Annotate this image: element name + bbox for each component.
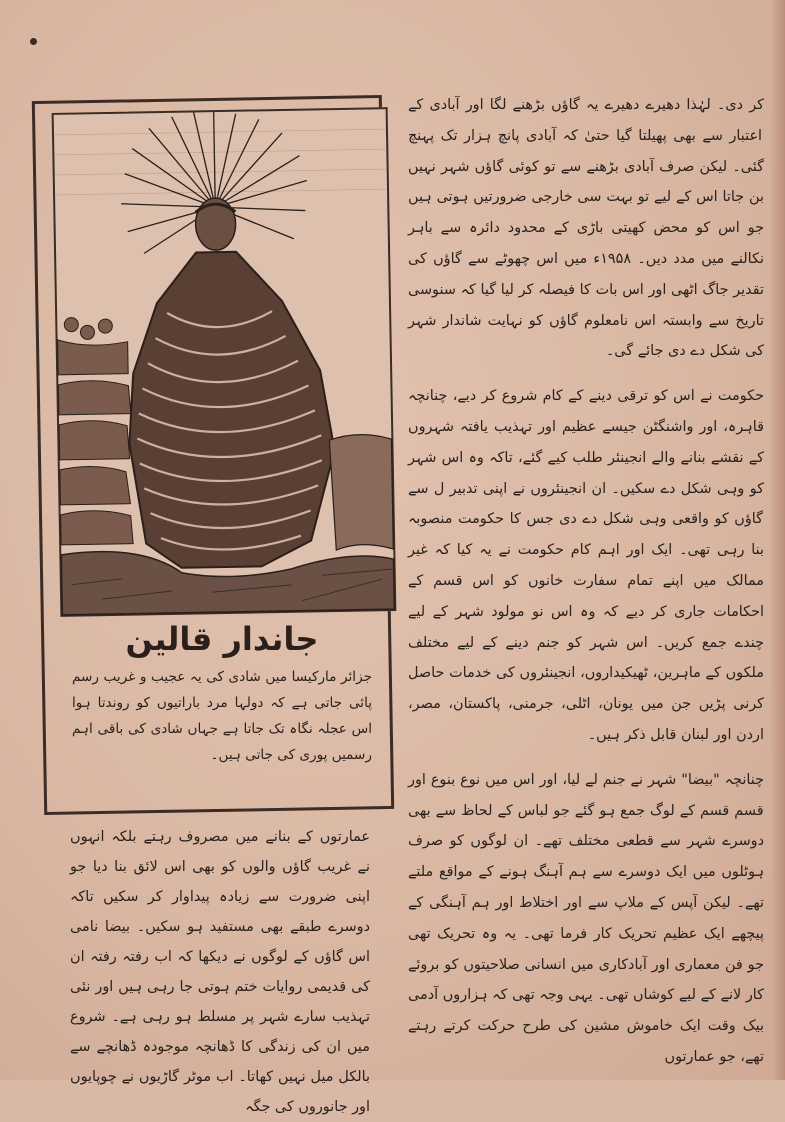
text-line: شہر کو جنم دینے کے لیے مختلف ملکوں کے ماہرین، ٹھیکیداروں، (408, 634, 764, 682)
text-line: اٹلی، جرمنی، پاکستان، مصر، اردن اور لبنان قابل ذکر ہیں۔ (408, 696, 764, 743)
text-line: اس نامعلوم گاؤں کو نہایت شاندار شہر کی شکل دے دی (408, 312, 764, 360)
caption-title: جاندار قالین (125, 620, 319, 658)
text-line: کر دیے کہ وہ اس نو مولود شہر کے لیے چندے جمع کریں۔ اس (408, 603, 764, 651)
paragraph (408, 90, 764, 367)
text-line: بنوع اور قسم قسم کے لوگ جمع ہو گئے جو لباس کے لحاظ سے بھی (408, 771, 764, 819)
text-line: دوسرے شہر سے قطعی مختلف تھے۔ ان لوگوں کو صرف ہوٹلوں (408, 833, 764, 881)
illustration-figure (52, 107, 397, 617)
text-line: ایک خاموش مشین کی طرح حرکت کرتے رہتے تھے، جو عمارتوں (408, 1018, 764, 1065)
text-line: لیکن آپس کے ملاپ سے اور اختلاط اور ہم آہنگی کے پیچھے (408, 894, 765, 942)
text-line: کو محض کھیتی باڑی کے محدود دائرہ سے باہر نکالنے میں مدد دیں۔ (408, 220, 764, 267)
text-line: چنانچہ قاہرہ، اور واشنگٹن جیسے عظیم اور تہذیب یافتہ (408, 388, 764, 435)
text-line: اس شہر کو وہی شکل دے سکیں۔ ان انجینئروں نے اپنی تدبیر ل (408, 449, 764, 497)
text-line: کھاتا۔ اب موٹر گاڑیوں نے چوپایوں اور جانوروں کی جگہ (70, 1069, 370, 1115)
text-line: چنانچہ "بیضا" شہر نے جنم لے لیا، اور اس میں نوع (455, 771, 764, 788)
text-line: حکومت نے اس کو ترقی دینے کے کام شروع کر دیے، (447, 388, 764, 405)
text-line: گاؤں والوں کو بھی اس لائق بنا دیا جو اپنی ضرورت سے (70, 859, 370, 905)
crowd-left (57, 317, 133, 545)
text-line: اور آبادکاری میں انسانی صلاحیتوں کو بروئے کار لانے (408, 956, 765, 1004)
text-line: میں اپنے تمام سفارت خانوں کو اس قسم کے احکامات جاری (408, 572, 765, 620)
left-text-column (70, 822, 370, 1122)
right-text-column (408, 90, 764, 1087)
text-line: کے لیے کوشاں تھی۔ یہی وجہ تھی کہ ہزاروں آدمی بیک وقت (408, 987, 765, 1035)
text-line: جاتا اس کے لیے تو بہت سی خارجی ضرورتیں ہوتی ہیں جو اس (408, 189, 764, 237)
text-line: کر دی۔ لہٰذا دھیرے دھیرے یہ گاؤں بڑھنے لگا اور آبادی (423, 97, 764, 113)
text-line: رفتہ رفتہ ان کی قدیمی روایات ختم ہوتی جا رہی ہیں اور (70, 949, 370, 995)
page-edge-shadow (771, 0, 785, 1080)
text-line: سے گاؤں کو واقعی وہی شکل دے دی جس کا حکومت منصوبہ (408, 480, 764, 528)
text-line: ایک عظیم تحریک کار فرما تھی۔ یہ وہ تحریک تھی جو فن معماری (408, 925, 764, 973)
text-line: عمارتوں کے بنانے میں مصروف رہتے بلکہ انہوں نے غریب (70, 829, 370, 875)
text-line: ۱۹۵۸ء میں اس چھوٹے سے گاؤں کی تقدیر جاگ (408, 250, 765, 298)
text-line: بنا رہی تھی۔ ایک اور اہم کام حکومت نے یہ کیا کہ غیر ممالک (408, 542, 764, 589)
paragraph (70, 822, 370, 1122)
text-line: زیادہ پیداوار کر سکیں تاکہ دوسرے طبقے بھی مستفید ہو سکیں۔ (70, 889, 370, 935)
text-line: انجینئروں کی خدمات حاصل کرنی پڑیں جن میں یونان، (408, 665, 764, 713)
caption-text: جزائر مارکیسا میں شادی کی یہ عجیب و غریب رسم پائی جاتی ہے کہ دولہا مرد باراتیوں کو روندتا ہوا اس عجلہ نگاہ تک جاتا ہے جہاں شادی کی باقی اہم رسمیں پوری کی جاتی ہیں۔ (72, 669, 372, 763)
illustration-caption (64, 612, 380, 788)
text-line: اٹھی اور اس بات کا فیصلہ کر لیا گیا کہ سنوسی تاریخ سے وابستہ (408, 281, 764, 329)
paragraph (408, 765, 764, 1073)
text-line: جائے گی۔ (605, 343, 664, 360)
paragraph (408, 381, 764, 751)
figure-head (195, 198, 236, 251)
text-line: میں ایک دوسرے سے ہم آہنگ ہونے کے مواقع ملتے تھے۔ (408, 864, 764, 911)
figure-drawing (54, 109, 395, 615)
figure-robe (126, 250, 336, 569)
text-line: نئی تہذیب سارے شہر پر مسلط ہو رہی ہے۔ شروع میں (70, 979, 370, 1055)
text-line: بیضا نامی اس گاؤں کے لوگوں نے دیکھا کہ اب (70, 919, 371, 965)
text-line: گئی۔ لیکن صرف آبادی بڑھنے سے تو کوئی گاؤں شہر نہیں بن (408, 158, 764, 206)
text-line: ان کی زندگی کا ڈھانچہ موجودہ ڈھانچے سے بالکل میل نہیں (70, 1039, 370, 1085)
ink-dot (30, 38, 37, 45)
text-line: شہروں کے نقشے بنانے والے انجینئر طلب کیے گئے، تاکہ وہ (408, 418, 764, 466)
text-line: کے اعتبار سے بھی پھیلتا گیا حتیٰ کہ آبادی پانچ ہزار تک پہنچ (408, 97, 763, 144)
